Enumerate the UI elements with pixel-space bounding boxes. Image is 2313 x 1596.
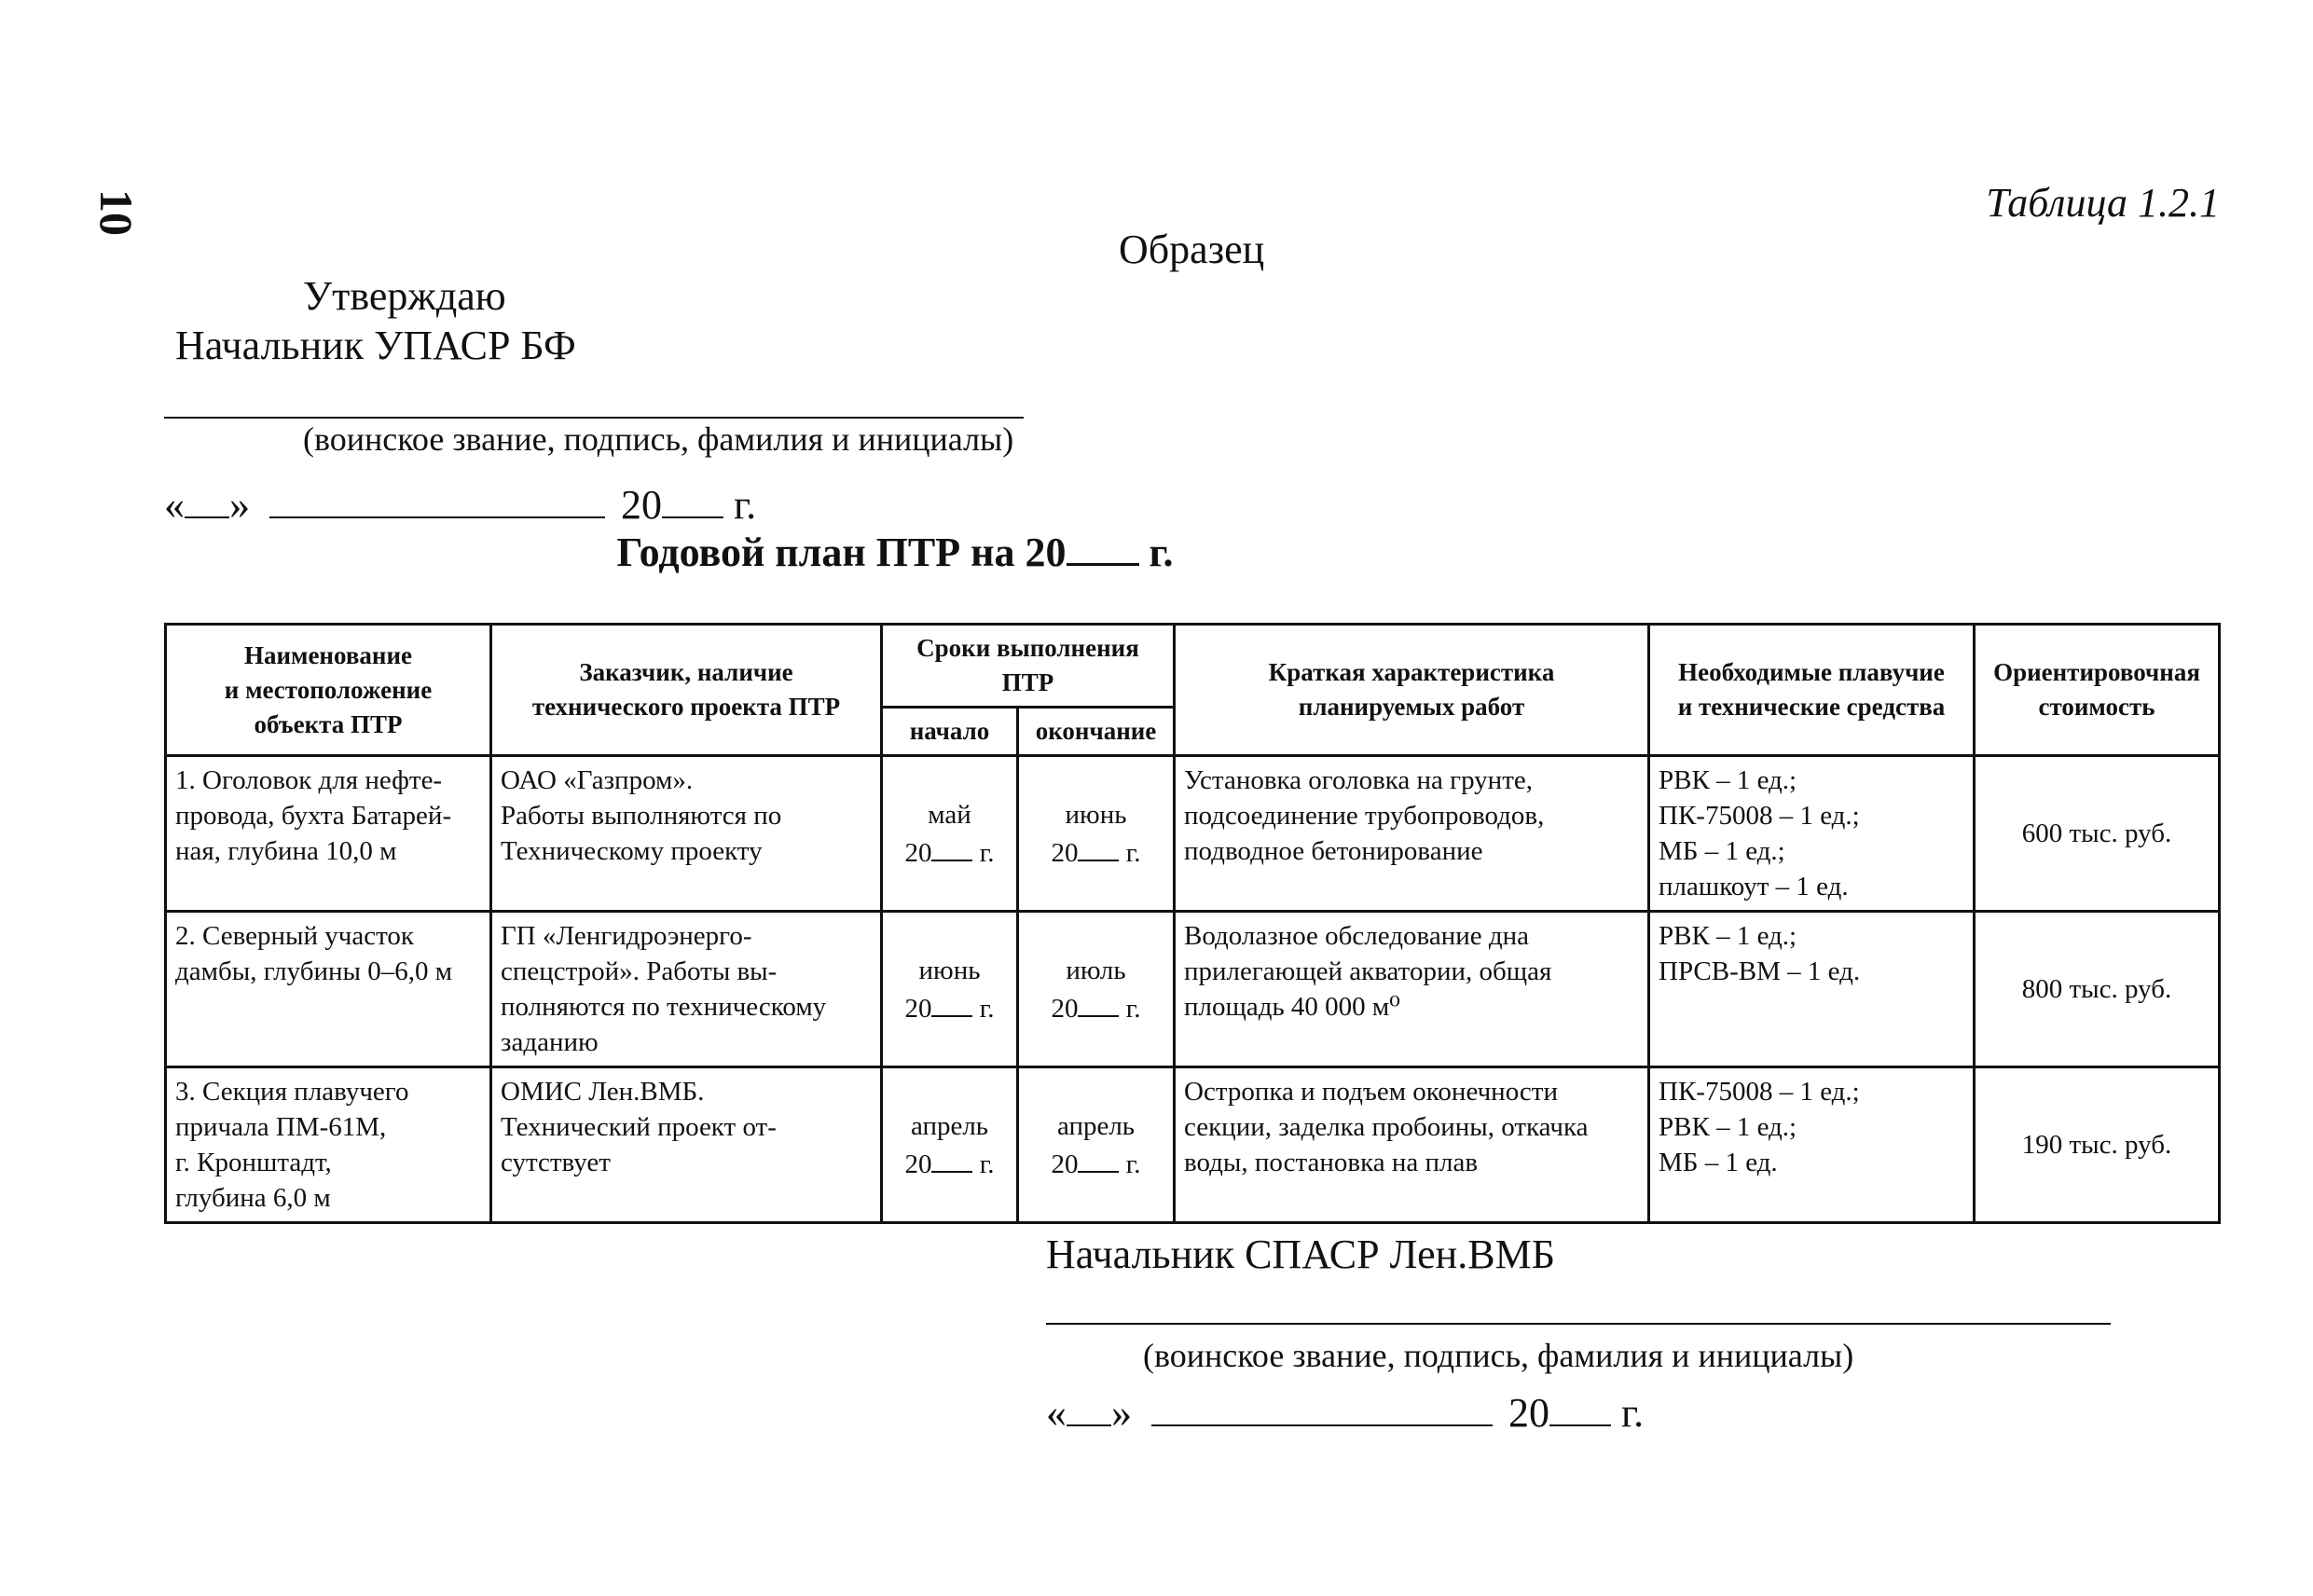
cell-description: Водолазное обследование дна прилегающей акватории, общая площадь 40 000 м⁰ [1175,912,1649,1067]
plan-title-suffix: г. [1149,530,1174,576]
end-year [1027,1144,1164,1182]
cell-end [1018,1067,1175,1223]
date-year-suffix: г. [1621,1390,1645,1437]
start-year-blank [931,1144,972,1173]
end-year-prefix: 20 [1051,1149,1079,1179]
header-means: Необходимые плавучие и технические средства [1649,625,1975,756]
cell-start [882,912,1018,1067]
cell-start [882,756,1018,912]
end-year-suffix: г. [1125,837,1141,868]
cell-customer: ГП «Ленгидроэнерго- спецстрой». Работы вы- полняются по техническому заданию [491,912,882,1067]
cell-description: Установка оголовка на грунте, подсоединение трубопроводов, подводное бетонирование [1175,756,1649,912]
plan-title-year-blank [1067,520,1139,566]
cell-description: Остропка и подъем оконечности секции, заделка пробоины, откачка воды, постановка на плав [1175,1067,1649,1223]
date-open-quote: « [1046,1390,1067,1437]
approver-signature-line [164,417,1024,419]
approve-word: Утверждаю [303,273,506,319]
end-year [1027,832,1164,871]
header-end: окончание [1018,708,1175,756]
date-close-quote: » [1111,1390,1132,1437]
start-year-prefix: 20 [904,837,932,868]
cell-customer: ОАО «Газпром». Работы выполняются по Техническому проекту [491,756,882,912]
table-row [166,1067,2220,1223]
signoff-date-line [1046,1382,1644,1437]
date-day-blank [185,474,229,518]
start-year [891,988,1008,1026]
cell-means: РВК – 1 ед.; ПК-75008 – 1 ед.; МБ – 1 ед.; плашкоут – 1 ед. [1649,756,1975,912]
table-header-row [166,625,2220,708]
date-day-blank [1067,1382,1111,1426]
header-cost: Ориентировочная стоимость [1975,625,2220,756]
start-year-suffix: г. [979,1149,995,1179]
date-year-prefix: 20 [621,482,662,529]
cell-cost: 800 тыс. руб. [1975,912,2220,1067]
signoff-title: Начальник СПАСР Лен.ВМБ [1046,1231,1555,1277]
cell-object: 3. Секция плавучего причала ПМ-61М, г. Кронштадт, глубина 6,0 м [166,1067,491,1223]
date-year-blank [1549,1382,1611,1426]
cell-means: РВК – 1 ед.; ПРСВ-ВМ – 1 ед. [1649,912,1975,1067]
page-number: 10 [90,189,143,236]
end-year-blank [1078,1144,1119,1173]
date-close-quote: » [229,482,250,529]
start-year [891,832,1008,871]
header-object: Наименование и местоположение объекта ПТР [166,625,491,756]
date-year-blank [662,474,723,518]
start-year-suffix: г. [979,837,995,868]
start-month: июнь [918,955,981,985]
cell-object: 1. Оголовок для нефте- провода, бухта Батарей- ная, глубина 10,0 м [166,756,491,912]
start-year-blank [931,832,972,861]
start-year-prefix: 20 [904,1149,932,1179]
start-month: май [928,799,971,830]
header-description: Краткая характеристика планируемых работ [1175,625,1649,756]
header-start: начало [882,708,1018,756]
date-year-prefix: 20 [1508,1390,1549,1437]
header-terms: Сроки выполнения ПТР [882,625,1175,708]
start-year-blank [931,988,972,1017]
approver-signature-caption: (воинское звание, подпись, фамилия и инициалы) [303,420,1014,458]
cell-object: 2. Северный участок дамбы, глубины 0–6,0 м [166,912,491,1067]
end-year-blank [1078,832,1119,861]
signoff-signature-line [1046,1323,2111,1325]
start-year-suffix: г. [979,993,995,1024]
signoff-signature-caption: (воинское звание, подпись, фамилия и инициалы) [1143,1337,1854,1374]
end-month: июль [1066,955,1126,985]
table-label: Таблица 1.2.1 [1986,180,2220,226]
end-year-prefix: 20 [1051,993,1079,1024]
end-month: июнь [1065,799,1127,830]
end-month: апрель [1056,1110,1136,1141]
plan-title-prefix: Годовой план ПТР на 20 [616,530,1067,576]
start-year-prefix: 20 [904,993,932,1024]
table-row [166,756,2220,912]
cell-means: ПК-75008 – 1 ед.; РВК – 1 ед.; МБ – 1 ед. [1649,1067,1975,1223]
sample-label: Образец [1119,227,1265,272]
table-row [166,912,2220,1067]
cell-end [1018,756,1175,912]
cell-end [1018,912,1175,1067]
end-year-blank [1078,988,1119,1017]
header-customer: Заказчик, наличие технического проекта ПТР [491,625,882,756]
plan-table [164,623,2221,1224]
date-month-blank [1151,1382,1493,1426]
end-year-suffix: г. [1125,993,1141,1024]
approver-title: Начальник УПАСР БФ [175,323,576,368]
cell-start [882,1067,1018,1223]
end-year [1027,988,1164,1026]
plan-title [0,520,1790,576]
date-open-quote: « [164,482,185,529]
date-month-blank [269,474,605,518]
end-year-prefix: 20 [1051,837,1079,868]
cell-customer: ОМИС Лен.ВМБ. Технический проект от- сутствует [491,1067,882,1223]
cell-cost: 190 тыс. руб. [1975,1067,2220,1223]
cell-cost: 600 тыс. руб. [1975,756,2220,912]
start-month: апрель [910,1110,989,1141]
end-year-suffix: г. [1125,1149,1141,1179]
date-year-suffix: г. [734,482,757,529]
start-year [891,1144,1008,1182]
